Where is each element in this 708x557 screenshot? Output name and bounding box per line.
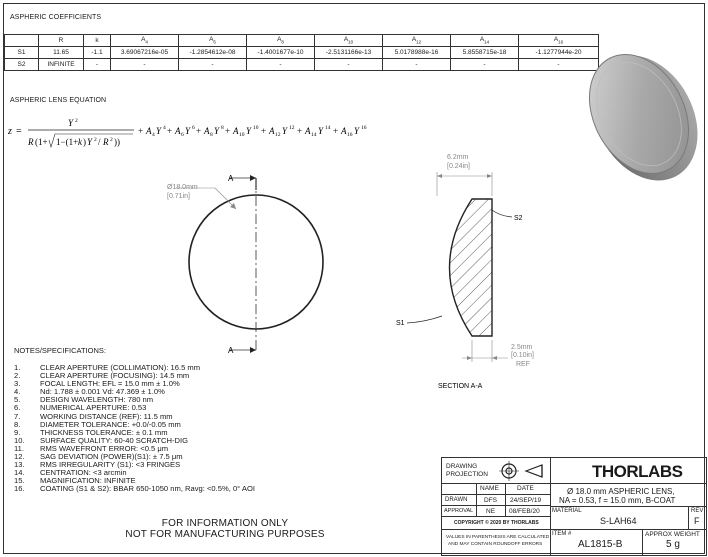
svg-text:10: 10 (253, 125, 259, 131)
note-item: 6. NUMERICAL APERTURE: 0.53 (14, 403, 147, 413)
svg-text:Y: Y (87, 137, 93, 147)
note-item: 5. DESIGN WAVELENGTH: 780 nm (14, 395, 154, 405)
edge-mm-label: 2.5mm (511, 344, 533, 351)
note-item: 9. THICKNESS TOLERANCE: ± 0.1 mm (14, 427, 168, 437)
coef-header-r: R (39, 35, 84, 47)
note-item: 16. COATING (S1 & S2): BBAR 650-1050 nm, Ravg: <0.5%, 0° AOI (14, 484, 255, 494)
description-line-2: NA = 0.53, f = 15.0 mm, B-COAT (559, 496, 676, 505)
coef-cell: -2.5131166e-13 (315, 47, 383, 59)
svg-text:+: + (167, 126, 173, 136)
svg-text:14: 14 (311, 132, 317, 138)
note-item: 15. MAGNIFICATION: INFINITE (14, 476, 136, 486)
projection-label-1: DRAWING (446, 463, 478, 470)
weight-value: 5 g (666, 539, 680, 550)
coef-cell: 5.0178988e-16 (383, 47, 451, 59)
item-number: AL1815-B (578, 539, 623, 550)
lens-front-view (176, 175, 323, 353)
notes-list (14, 364, 255, 494)
date-header: DATE (517, 485, 534, 492)
coef-header-a12: $A_{12}$ (383, 35, 451, 47)
edge-ref-label: REF (516, 361, 530, 368)
svg-text:Y: Y (156, 126, 162, 136)
section-label-bottom: A (228, 346, 234, 355)
diameter-mm-label: Ø18.0mm (167, 184, 198, 191)
svg-text:6: 6 (181, 132, 184, 138)
coef-cell: -1.4001677e-10 (247, 47, 315, 59)
coef-cell: - (111, 59, 179, 71)
notes-title: NOTES/SPECIFICATIONS: (14, 346, 106, 355)
svg-text:16: 16 (347, 132, 353, 138)
coef-cell: INFINITE (39, 59, 84, 71)
projection-label-2: PROJECTION (446, 471, 488, 478)
svg-text:R: R (103, 137, 109, 147)
svg-text:+: + (138, 126, 144, 136)
approval-label: APPROVAL (444, 508, 474, 514)
copyright: COPYRIGHT © 2020 BY THORLABS (454, 520, 539, 526)
edge-in-label: [0.10in] (511, 352, 534, 359)
thickness-mm-label: 6.2mm (447, 154, 469, 161)
svg-text:)): )) (114, 137, 120, 147)
material-label: MATERIAL (552, 508, 582, 514)
svg-text:): ) (83, 137, 86, 147)
material-value: S-LAH64 (600, 516, 637, 526)
approval-date: 08/FEB/20 (509, 508, 540, 515)
svg-text:6: 6 (192, 125, 195, 131)
svg-text:12: 12 (289, 125, 295, 131)
svg-text:8: 8 (210, 132, 213, 138)
name-header: NAME (480, 485, 499, 492)
drawn-name: DFS (484, 497, 497, 504)
coef-cell: 5.8558715e-18 (451, 47, 519, 59)
svg-text:Y: Y (214, 126, 220, 136)
disclaimer-line-2: NOT FOR MANUFACTURING PURPOSES (125, 529, 325, 540)
svg-text:A: A (175, 126, 181, 136)
lens-section-view (407, 172, 512, 362)
svg-text:12: 12 (275, 132, 281, 138)
coef-header-a10: $A_{10}$ (315, 35, 383, 47)
coef-cell: - (247, 59, 315, 71)
weight-label: APPROX WEIGHT (645, 531, 700, 538)
svg-text:(1+: (1+ (35, 137, 48, 147)
lens-3d-render (570, 37, 708, 199)
svg-text:4: 4 (152, 132, 155, 138)
coef-cell: 3.69067216e-05 (111, 47, 179, 59)
thickness-in-label: [0.24in] (447, 163, 470, 170)
svg-text:Y: Y (282, 126, 288, 136)
coef-header-a4: $A_4$ (111, 35, 179, 47)
note-item: 1. CLEAR APERTURE (COLLIMATION): 16.5 mm (14, 363, 201, 372)
coef-header-a16: $A_{16}$ (519, 35, 599, 47)
svg-text:A: A (341, 126, 347, 136)
svg-text:A: A (233, 126, 239, 136)
svg-text:Y: Y (354, 126, 360, 136)
note-item: 14. CENTRATION: <3 arcmin (14, 468, 127, 478)
section-caption: SECTION A-A (438, 383, 483, 390)
coef-cell: 11.65 (39, 47, 84, 59)
svg-text:1−(1+: 1−(1+ (56, 137, 79, 147)
rev-label: REV (691, 508, 704, 514)
svg-text:4: 4 (163, 125, 166, 131)
coef-header-a8: $A_8$ (247, 35, 315, 47)
note-item: 11. RMS WAVEFRONT ERROR: <0.5 μm (14, 443, 169, 453)
description-line-1: Ø 18.0 mm ASPHERIC LENS, (567, 487, 675, 496)
coef-cell: -1.1277944e-20 (519, 47, 599, 59)
disclaimer-line-1: FOR INFORMATION ONLY (161, 518, 289, 529)
parentheses-note-1: VALUES IN PARENTHESIS ARE CALCULATED (446, 535, 550, 540)
svg-text:R: R (28, 137, 34, 147)
note-item: 3. FOCAL LENGTH: EFL = 15.0 mm ± 1.0% (14, 379, 180, 389)
svg-text:+: + (196, 126, 202, 136)
coef-cell: - (315, 59, 383, 71)
parentheses-note-2: AND MAY CONTAIN ROUNDOFF ERRORS (448, 542, 543, 547)
diameter-in-label: [0.71in] (167, 193, 190, 200)
svg-text:k: k (78, 137, 82, 147)
coef-cell: - (179, 59, 247, 71)
note-item: 7. WORKING DISTANCE (REF): 11.5 mm (14, 411, 173, 421)
coef-cell: - (84, 59, 111, 71)
thorlabs-logo: THORLABS (592, 462, 683, 481)
svg-text:A: A (305, 126, 311, 136)
drawn-date: 24/SEP/19 (510, 497, 542, 504)
section-label-top: A (228, 174, 234, 183)
rev-value: F (694, 516, 700, 526)
coef-cell: S2 (5, 59, 39, 71)
svg-text:Y: Y (185, 126, 191, 136)
coef-cell: S1 (5, 47, 39, 59)
s1-label: S1 (396, 320, 405, 327)
note-item: 8. DIAMETER TOLERANCE: +0.0/-0.05 mm (14, 419, 181, 429)
svg-text:/: / (98, 137, 101, 147)
coef-cell: - (383, 59, 451, 71)
note-item: 10. SURFACE QUALITY: 60-40 SCRATCH-DIG (14, 435, 188, 445)
coef-header-k: k (84, 35, 111, 47)
svg-text:+: + (225, 126, 231, 136)
drawn-label: DRAWN (445, 497, 468, 503)
svg-text:=: = (16, 126, 22, 137)
approval-name: NE (486, 508, 496, 515)
svg-text:+: + (261, 126, 267, 136)
svg-text:A: A (269, 126, 275, 136)
svg-text:2: 2 (110, 137, 113, 143)
note-item: 2. CLEAR APERTURE (FOCUSING): 14.5 mm (14, 371, 190, 381)
svg-text:Y: Y (68, 118, 74, 128)
note-item: 4. Nd: 1.788 ± 0.001 Vd: 47.369 ± 1.0% (14, 387, 165, 397)
coefficients-title: ASPHERIC COEFFICIENTS (10, 14, 102, 21)
svg-text:z: z (8, 126, 12, 137)
svg-text:2: 2 (94, 137, 97, 143)
svg-text:10: 10 (239, 132, 245, 138)
svg-text:+: + (333, 126, 339, 136)
svg-text:16: 16 (361, 125, 367, 131)
svg-text:+: + (297, 126, 303, 136)
note-item: 13. RMS IRREGULARITY (S1): <3 FRINGES (14, 460, 181, 470)
coef-cell: -1.1 (84, 47, 111, 59)
coef-cell: - (451, 59, 519, 71)
item-label: ITEM # (552, 531, 572, 537)
coef-header-a6: $A_6$ (179, 35, 247, 47)
svg-text:Y: Y (318, 126, 324, 136)
svg-text:14: 14 (325, 125, 331, 131)
note-item: 12. SAG DEVIATION (POWER)(S1): ± 7.5 μm (14, 452, 183, 462)
coef-header-a14: $A_{14}$ (451, 35, 519, 47)
disclaimer (80, 518, 370, 540)
svg-text:A: A (146, 126, 152, 136)
svg-text:8: 8 (221, 125, 224, 131)
third-angle-projection-icon (498, 461, 548, 481)
equation-title: ASPHERIC LENS EQUATION (10, 97, 107, 104)
title-block (441, 457, 705, 554)
svg-text:Y: Y (246, 126, 252, 136)
svg-text:A: A (204, 126, 210, 136)
s2-label: S2 (514, 215, 523, 222)
coef-cell: - (519, 59, 599, 71)
svg-text:2: 2 (75, 118, 78, 124)
coef-cell: -1.2854612e-08 (179, 47, 247, 59)
